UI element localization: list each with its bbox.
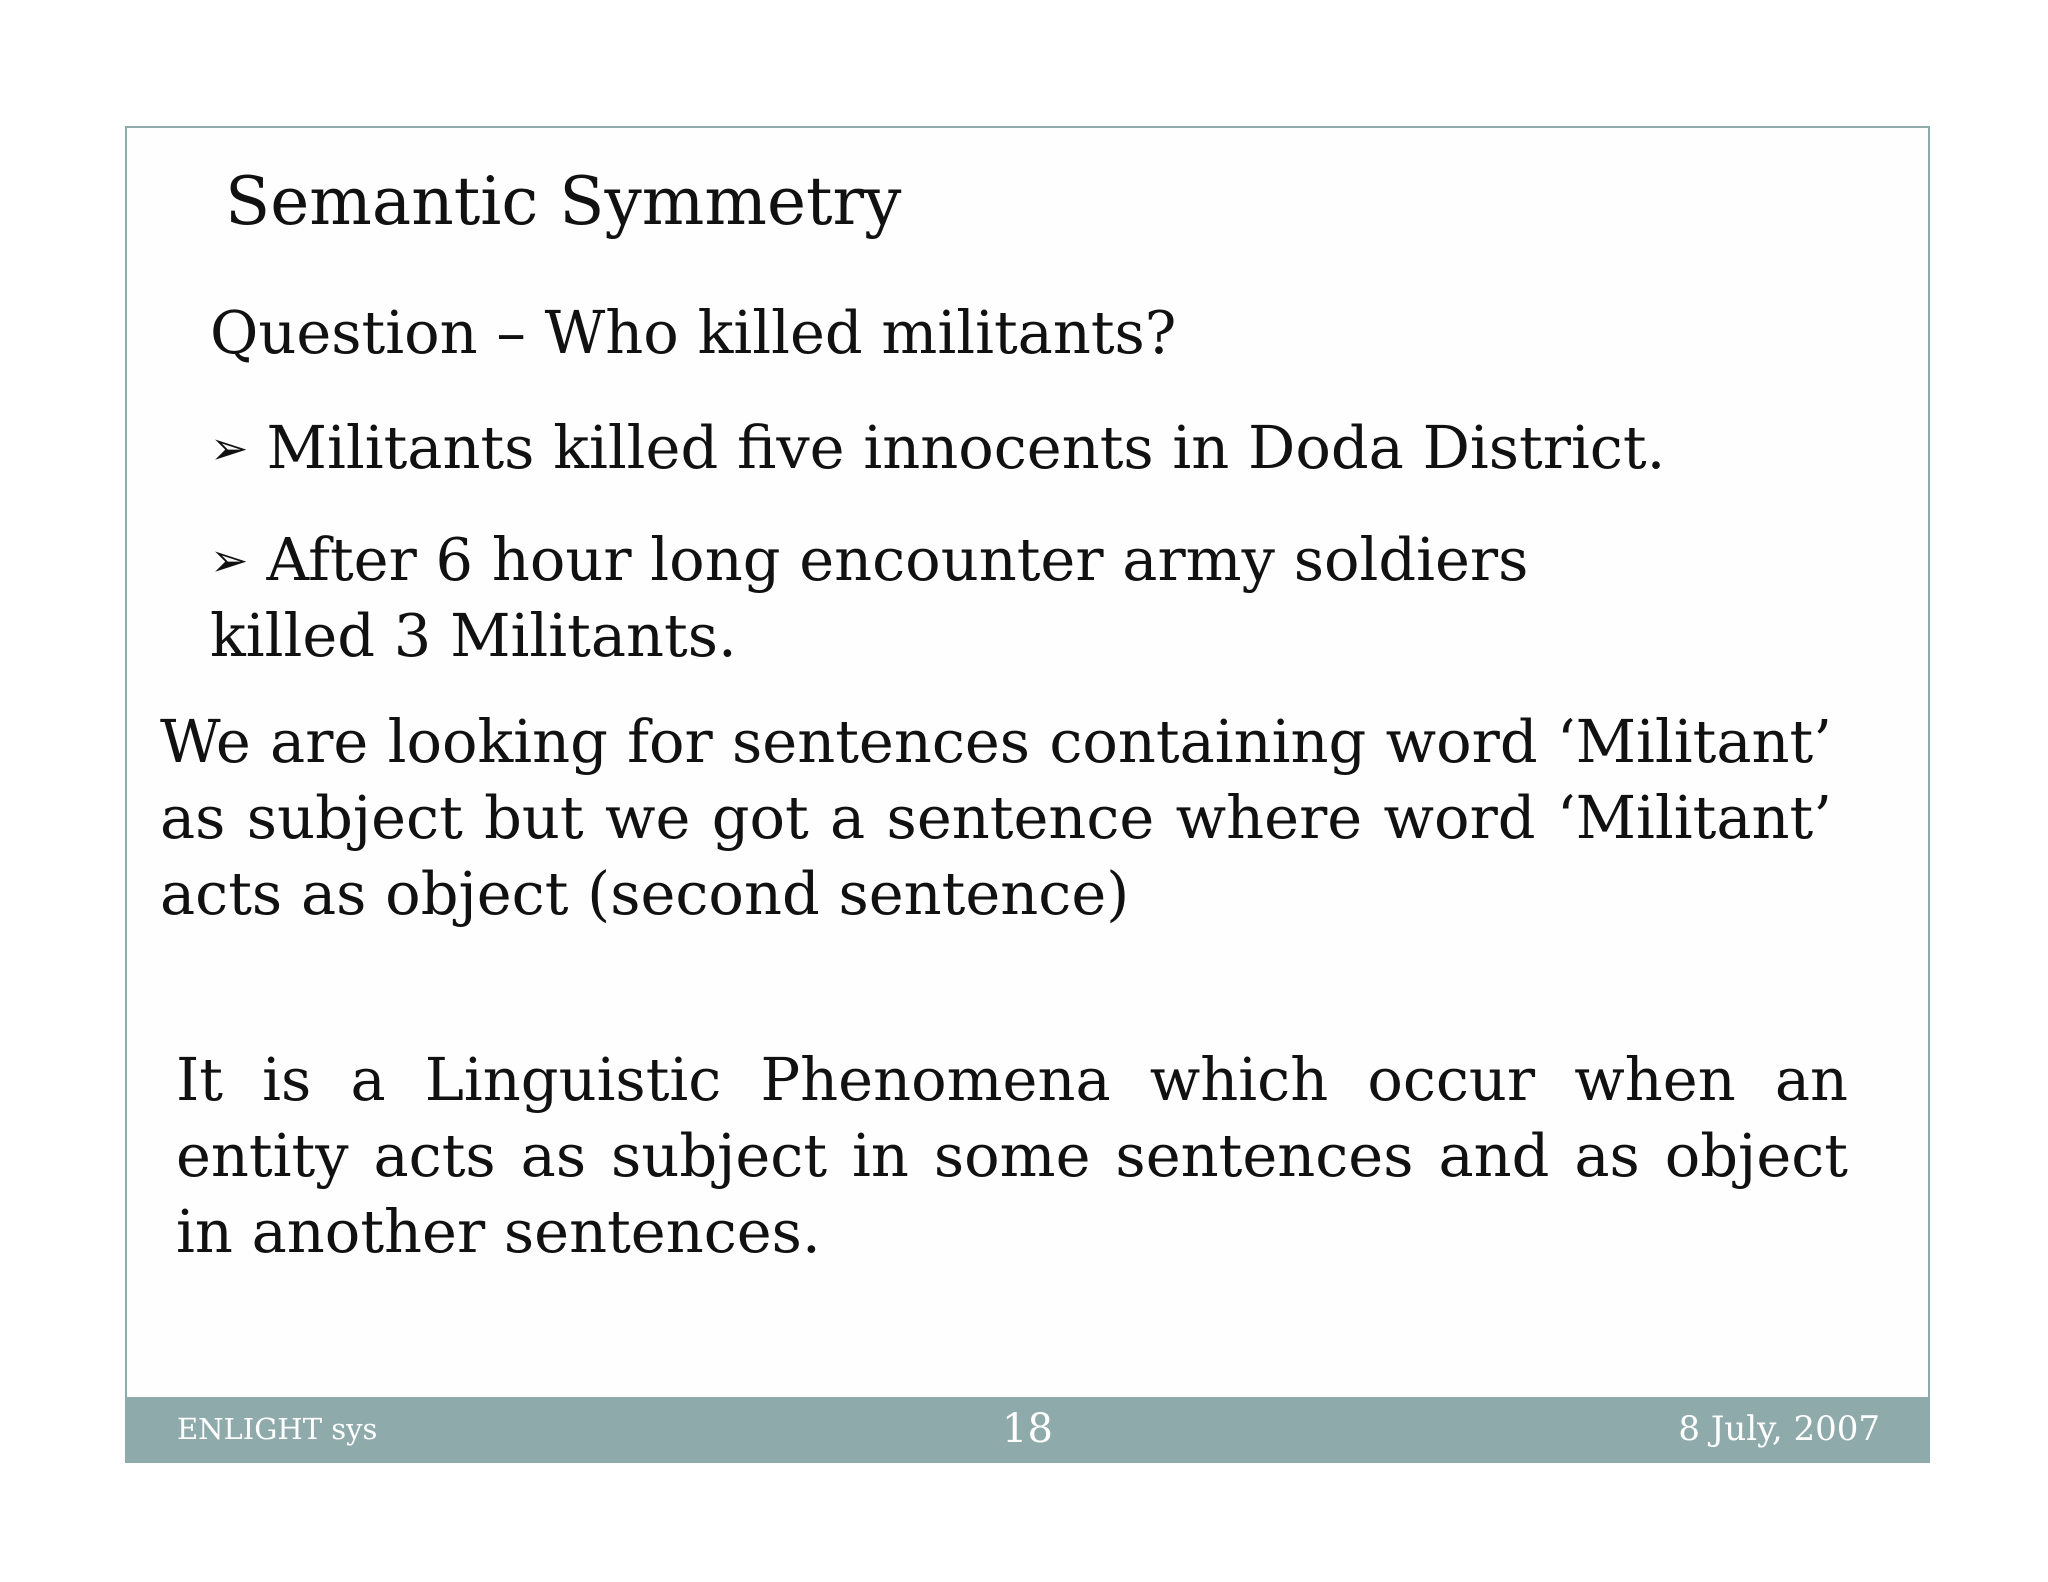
arrow-bullet-icon: ➢ bbox=[210, 421, 249, 475]
bullet-text: Militants killed five innocents in Doda District. bbox=[266, 413, 1666, 482]
slide bbox=[125, 126, 1930, 1463]
definition-paragraph: It is a Linguistic Phenomena which occur when an entity acts as subject in some sentences and as object in another sentences. bbox=[176, 1045, 1848, 1266]
arrow-bullet-icon: ➢ bbox=[210, 533, 249, 587]
slide-footer bbox=[127, 1397, 1928, 1461]
slide-title: Semantic Symmetry bbox=[225, 163, 902, 240]
footer-date: 8 July, 2007 bbox=[1678, 1409, 1880, 1449]
question-text: Question – Who killed militants? bbox=[210, 298, 1177, 367]
bullet-item bbox=[210, 410, 1710, 486]
page-number: 18 bbox=[1002, 1406, 1053, 1452]
bullet-text: After 6 hour long encounter army soldiers killed 3 Militants. bbox=[210, 525, 1529, 670]
footer-organization: ENLIGHT sys bbox=[177, 1412, 378, 1446]
explanation-paragraph: We are looking for sentences containing word ‘Militant’ as subject but we got a sentence where word ‘Militant’ acts as object (second sentence) bbox=[160, 707, 1832, 928]
bullet-item bbox=[210, 522, 1680, 674]
